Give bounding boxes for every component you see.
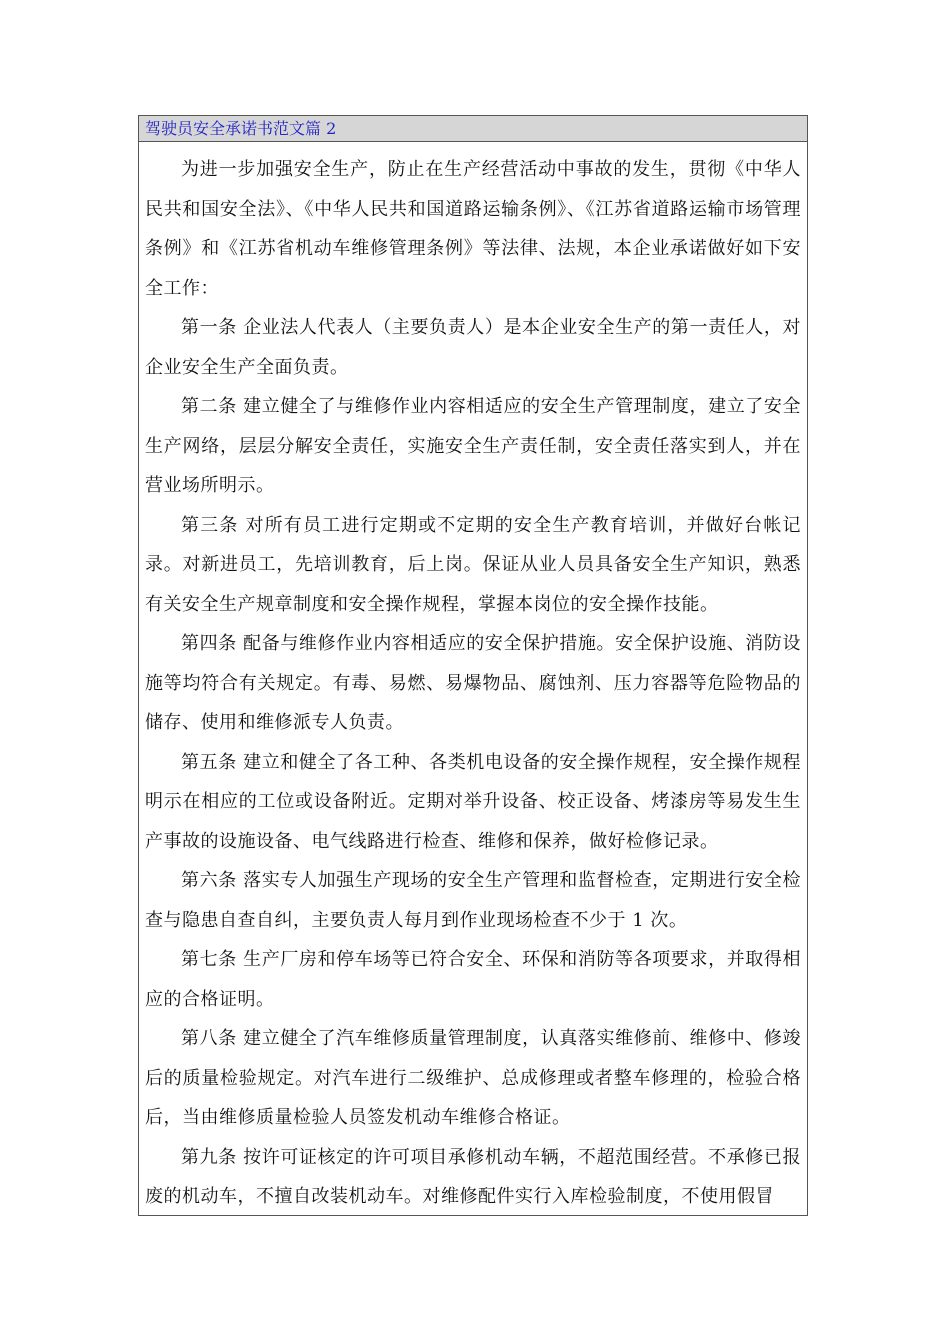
document-body	[139, 142, 807, 1216]
paragraph-article-8: 第八条 建立健全了汽车维修质量管理制度，认真落实维修前、维修中、修竣后的质量检验规定。对汽车进行二级维护、总成修理或者整车修理的，检验合格后，当由维修质量检验人员签发机动车维修合格证。	[145, 1028, 801, 1128]
paragraph-article-9: 第九条 按许可证核定的许可项目承修机动车辆，不超范围经营。不承修已报废的机动车，不擅自改装机动车。对维修配件实行入库检验制度，不使用假冒	[145, 1146, 801, 1207]
paragraph-article-7: 第七条 生产厂房和停车场等已符合安全、环保和消防等各项要求，并取得相应的合格证明。	[145, 949, 801, 1010]
document-box	[138, 115, 808, 1216]
paragraph-intro: 为进一步加强安全生产，防止在生产经营活动中事故的发生，贯彻《中华人民共和国安全法》、《中华人民共和国道路运输条例》、《江苏省道路运输市场管理条例》和《江苏省机动车维修管理条例》等法律、法规，本企业承诺做好如下安全工作：	[145, 159, 801, 299]
paragraph-article-6: 第六条 落实专人加强生产现场的安全生产管理和监督检查，定期进行安全检查与隐患自查自纠，主要负责人每月到作业现场检查不少于 1 次。	[145, 870, 801, 931]
paragraph-article-3: 第三条 对所有员工进行定期或不定期的安全生产教育培训，并做好台帐记录。对新进员工，先培训教育，后上岗。保证从业人员具备安全生产知识，熟悉有关安全生产规章制度和安全操作规程，掌握本岗位的安全操作技能。	[145, 514, 801, 615]
document-title: 驾驶员安全承诺书范文篇 2	[139, 116, 807, 142]
paragraph-article-2: 第二条 建立健全了与维修作业内容相适应的安全生产管理制度，建立了安全生产网络，层层分解安全责任，实施安全生产责任制，安全责任落实到人，并在营业场所明示。	[145, 396, 801, 496]
paragraph-article-4: 第四条 配备与维修作业内容相适应的安全保护措施。安全保护设施、消防设施等均符合有关规定。有毒、易燃、易爆物品、腐蚀剂、压力容器等危险物品的储存、使用和维修派专人负责。	[145, 633, 801, 733]
paragraph-article-1: 第一条 企业法人代表人（主要负责人）是本企业安全生产的第一责任人，对企业安全生产全面负责。	[145, 317, 801, 378]
paragraph-article-5: 第五条 建立和健全了各工种、各类机电设备的安全操作规程，安全操作规程明示在相应的工位或设备附近。定期对举升设备、校正设备、烤漆房等易发生生产事故的设施设备、电气线路进行检查、维修和保养，做好检修记录。	[145, 751, 801, 852]
